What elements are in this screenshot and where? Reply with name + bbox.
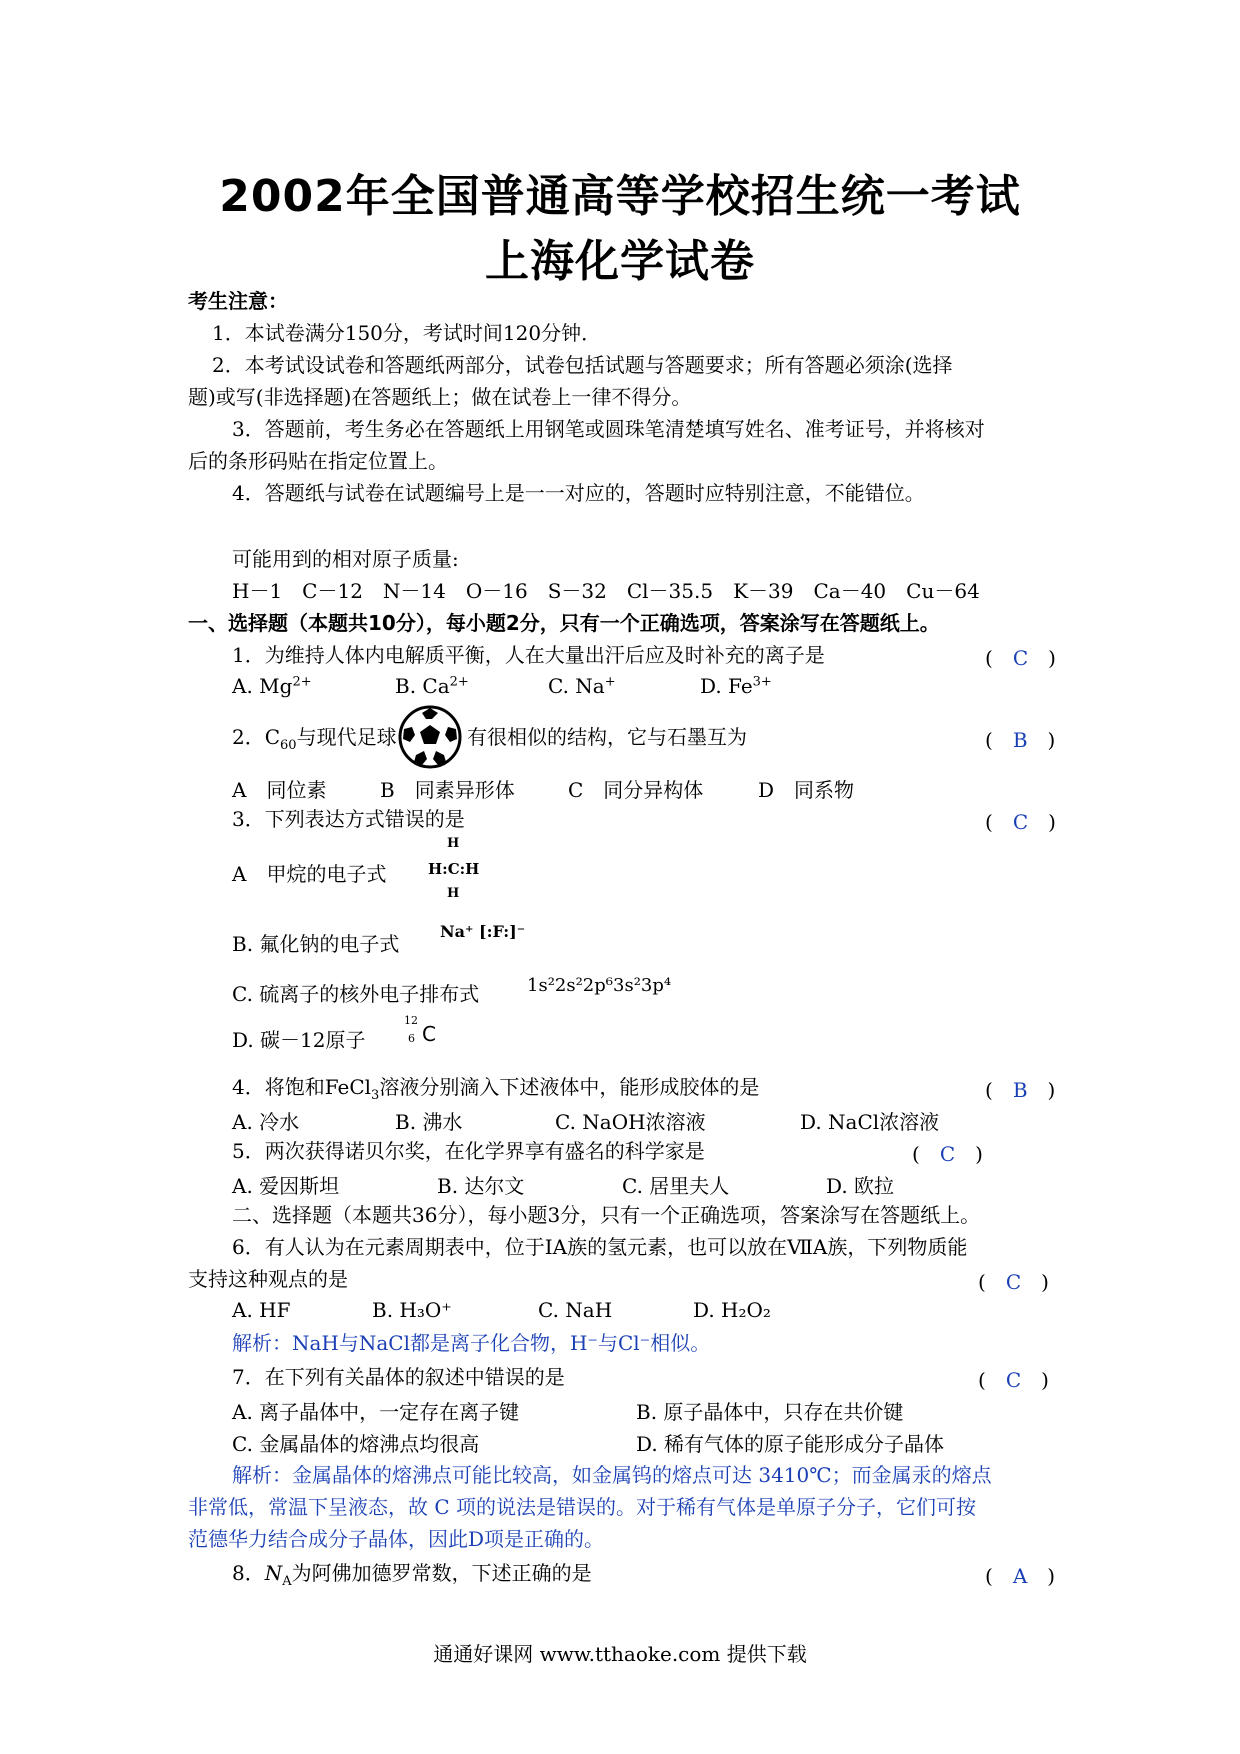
notice-line: 1．本试卷满分150分，考试时间120分钟． bbox=[212, 321, 602, 345]
question-8-stem: 8．$N_A$为阿佛加德罗常数，下述正确的是 bbox=[232, 1561, 592, 1589]
section-one-heading: 一、选择题（本题共10分），每小题2分，只有一个正确选项，答案涂写在答题纸上。 bbox=[188, 611, 940, 635]
question-5-option-c: C. 居里夫人 bbox=[622, 1174, 730, 1198]
carbon-atomic-number: 6 bbox=[408, 1032, 415, 1045]
question-7-stem: 7．在下列有关晶体的叙述中错误的是 bbox=[232, 1365, 565, 1389]
methane-h-bottom: H bbox=[447, 886, 460, 901]
notice-heading: 考生注意： bbox=[188, 289, 288, 313]
question-3-answer: ( C ) bbox=[985, 810, 1056, 834]
question-7-option-c: C. 金属晶体的熔沸点均很高 bbox=[232, 1432, 480, 1456]
notice-line: 4．答题纸与试卷在试题编号上是一一对应的，答题时应特别注意，不能错位。 bbox=[232, 481, 925, 505]
question-2-option-b: B 同素异形体 bbox=[380, 778, 515, 802]
question-6-option-d: D. H₂O₂ bbox=[693, 1298, 771, 1322]
question-7-option-b: B. 原子晶体中，只存在共价键 bbox=[636, 1400, 904, 1424]
question-5-option-a: A. 爱因斯坦 bbox=[232, 1174, 340, 1198]
methane-mid: H:C:H bbox=[428, 860, 480, 878]
question-7-option-a: A. 离子晶体中，一定存在离子键 bbox=[232, 1400, 520, 1424]
question-3-stem: 3．下列表达方式错误的是 bbox=[232, 807, 465, 831]
question-6-option-b: B. H₃O⁺ bbox=[372, 1298, 452, 1322]
question-7-analysis: 非常低，常温下呈液态，故 C 项的说法是错误的。对于稀有气体是单原子分子，它们可按 bbox=[188, 1495, 977, 1519]
question-4-option-c: C. NaOH浓溶液 bbox=[555, 1110, 706, 1134]
question-3-option-b: B. 氟化钠的电子式 bbox=[232, 932, 400, 956]
question-2-option-c: C 同分异构体 bbox=[568, 778, 704, 802]
question-1-option-c: C. Na+ bbox=[548, 674, 616, 698]
exam-subtitle: 上海化学试卷 bbox=[485, 236, 755, 287]
question-5-answer: ( C ) bbox=[912, 1142, 983, 1166]
question-7-option-d: D. 稀有气体的原子能形成分子晶体 bbox=[636, 1432, 945, 1456]
question-6-analysis: 解析：NaH与NaCl都是离子化合物，H⁻与Cl⁻相似。 bbox=[232, 1331, 711, 1355]
question-5-stem: 5．两次获得诺贝尔奖，在化学界享有盛名的科学家是 bbox=[232, 1139, 705, 1163]
question-5-option-b: B. 达尔文 bbox=[437, 1174, 525, 1198]
question-2-stem: 2．$C_{60}$与现代足球 bbox=[232, 725, 397, 753]
question-6-stem: 6．有人认为在元素周期表中，位于ⅠA族的氢元素，也可以放在ⅦA族，下列物质能 bbox=[232, 1235, 968, 1259]
notice-line: 2．本考试设试卷和答题纸两部分，试卷包括试题与答题要求；所有答题必须涂(选择 bbox=[212, 353, 953, 377]
question-2-stem-end: 有很相似的结构，它与石墨互为 bbox=[467, 725, 747, 749]
question-4-option-a: A. 冷水 bbox=[232, 1110, 300, 1134]
section-two-heading: 二、选择题（本题共36分），每小题3分，只有一个正确选项，答案涂写在答题纸上。 bbox=[232, 1203, 981, 1227]
carbon-symbol: C bbox=[422, 1022, 436, 1046]
question-2-answer: ( B ) bbox=[985, 728, 1056, 752]
question-1-stem: 1．为维持人体内电解质平衡，人在大量出汗后应及时补充的离子是 bbox=[232, 643, 825, 667]
question-2-option-d: D 同系物 bbox=[758, 778, 855, 802]
question-2-option-a: A 同位素 bbox=[232, 778, 327, 802]
page-footer: 通通好课网 www.tthaoke.com 提供下载 bbox=[433, 1642, 807, 1666]
notice-line: 3．答题前，考生务必在答题纸上用钢笔或圆珠笔清楚填写姓名、准考证号，并将核对 bbox=[232, 417, 985, 441]
question-1-option-d: D. $Fe^{3+}$ bbox=[700, 674, 772, 698]
notice-line: 后的条形码贴在指定位置上。 bbox=[188, 449, 448, 473]
question-1-option-a: A. $Mg^{2+}$ bbox=[232, 674, 312, 698]
sulfur-electron-configuration: 1s²2s²2p⁶3s²3p⁴ bbox=[527, 975, 672, 996]
methane-h-top: H bbox=[447, 836, 460, 851]
question-7-analysis: 解析：金属晶体的熔沸点可能比较高，如金属钨的熔点可达 3410℃；而金属汞的熔点 bbox=[232, 1463, 992, 1487]
question-5-option-d: D. 欧拉 bbox=[826, 1174, 895, 1198]
question-6-stem-cont: 支持这种观点的是 bbox=[188, 1267, 348, 1291]
question-4-option-d: D. NaCl浓溶液 bbox=[800, 1110, 940, 1134]
question-4-answer: ( B ) bbox=[985, 1078, 1056, 1102]
carbon-mass-number: 12 bbox=[404, 1014, 418, 1027]
question-1-option-b: B. $Ca^{2+}$ bbox=[395, 674, 469, 698]
question-8-answer: ( A ) bbox=[985, 1564, 1056, 1588]
question-6-answer: ( C ) bbox=[978, 1270, 1049, 1294]
question-6-option-a: A. HF bbox=[232, 1298, 291, 1322]
exam-title: 2002年全国普通高等学校招生统一考试 bbox=[219, 171, 1021, 222]
atomic-mass-heading: 可能用到的相对原子质量: bbox=[232, 547, 459, 571]
question-7-analysis: 范德华力结合成分子晶体，因此D项是正确的。 bbox=[188, 1527, 605, 1551]
question-1-answer: ( C ) bbox=[985, 646, 1056, 670]
question-7-answer: ( C ) bbox=[978, 1368, 1049, 1392]
question-4-option-b: B. 沸水 bbox=[395, 1110, 463, 1134]
question-3-option-d: D. 碳－12原子 bbox=[232, 1028, 366, 1052]
question-3-option-c: C. 硫离子的核外电子排布式 bbox=[232, 982, 480, 1006]
notice-line: 题)或写(非选择题)在答题纸上；做在试卷上一律不得分。 bbox=[188, 385, 692, 409]
atomic-mass-values: H－1 C－12 N－14 O－16 S－32 Cl－35.5 K－39 Ca－40 Cu－64 bbox=[232, 579, 980, 603]
sodium-fluoride-formula: Na⁺ [:F:]⁻ bbox=[440, 922, 526, 941]
question-4-stem: 4．将饱和FeCl$_3$溶液分别滴入下述液体中，能形成胶体的是 bbox=[232, 1075, 760, 1103]
soccer-ball-icon bbox=[398, 705, 462, 769]
question-6-option-c: C. NaH bbox=[538, 1298, 613, 1322]
question-3-option-a: A 甲烷的电子式 bbox=[232, 862, 387, 886]
